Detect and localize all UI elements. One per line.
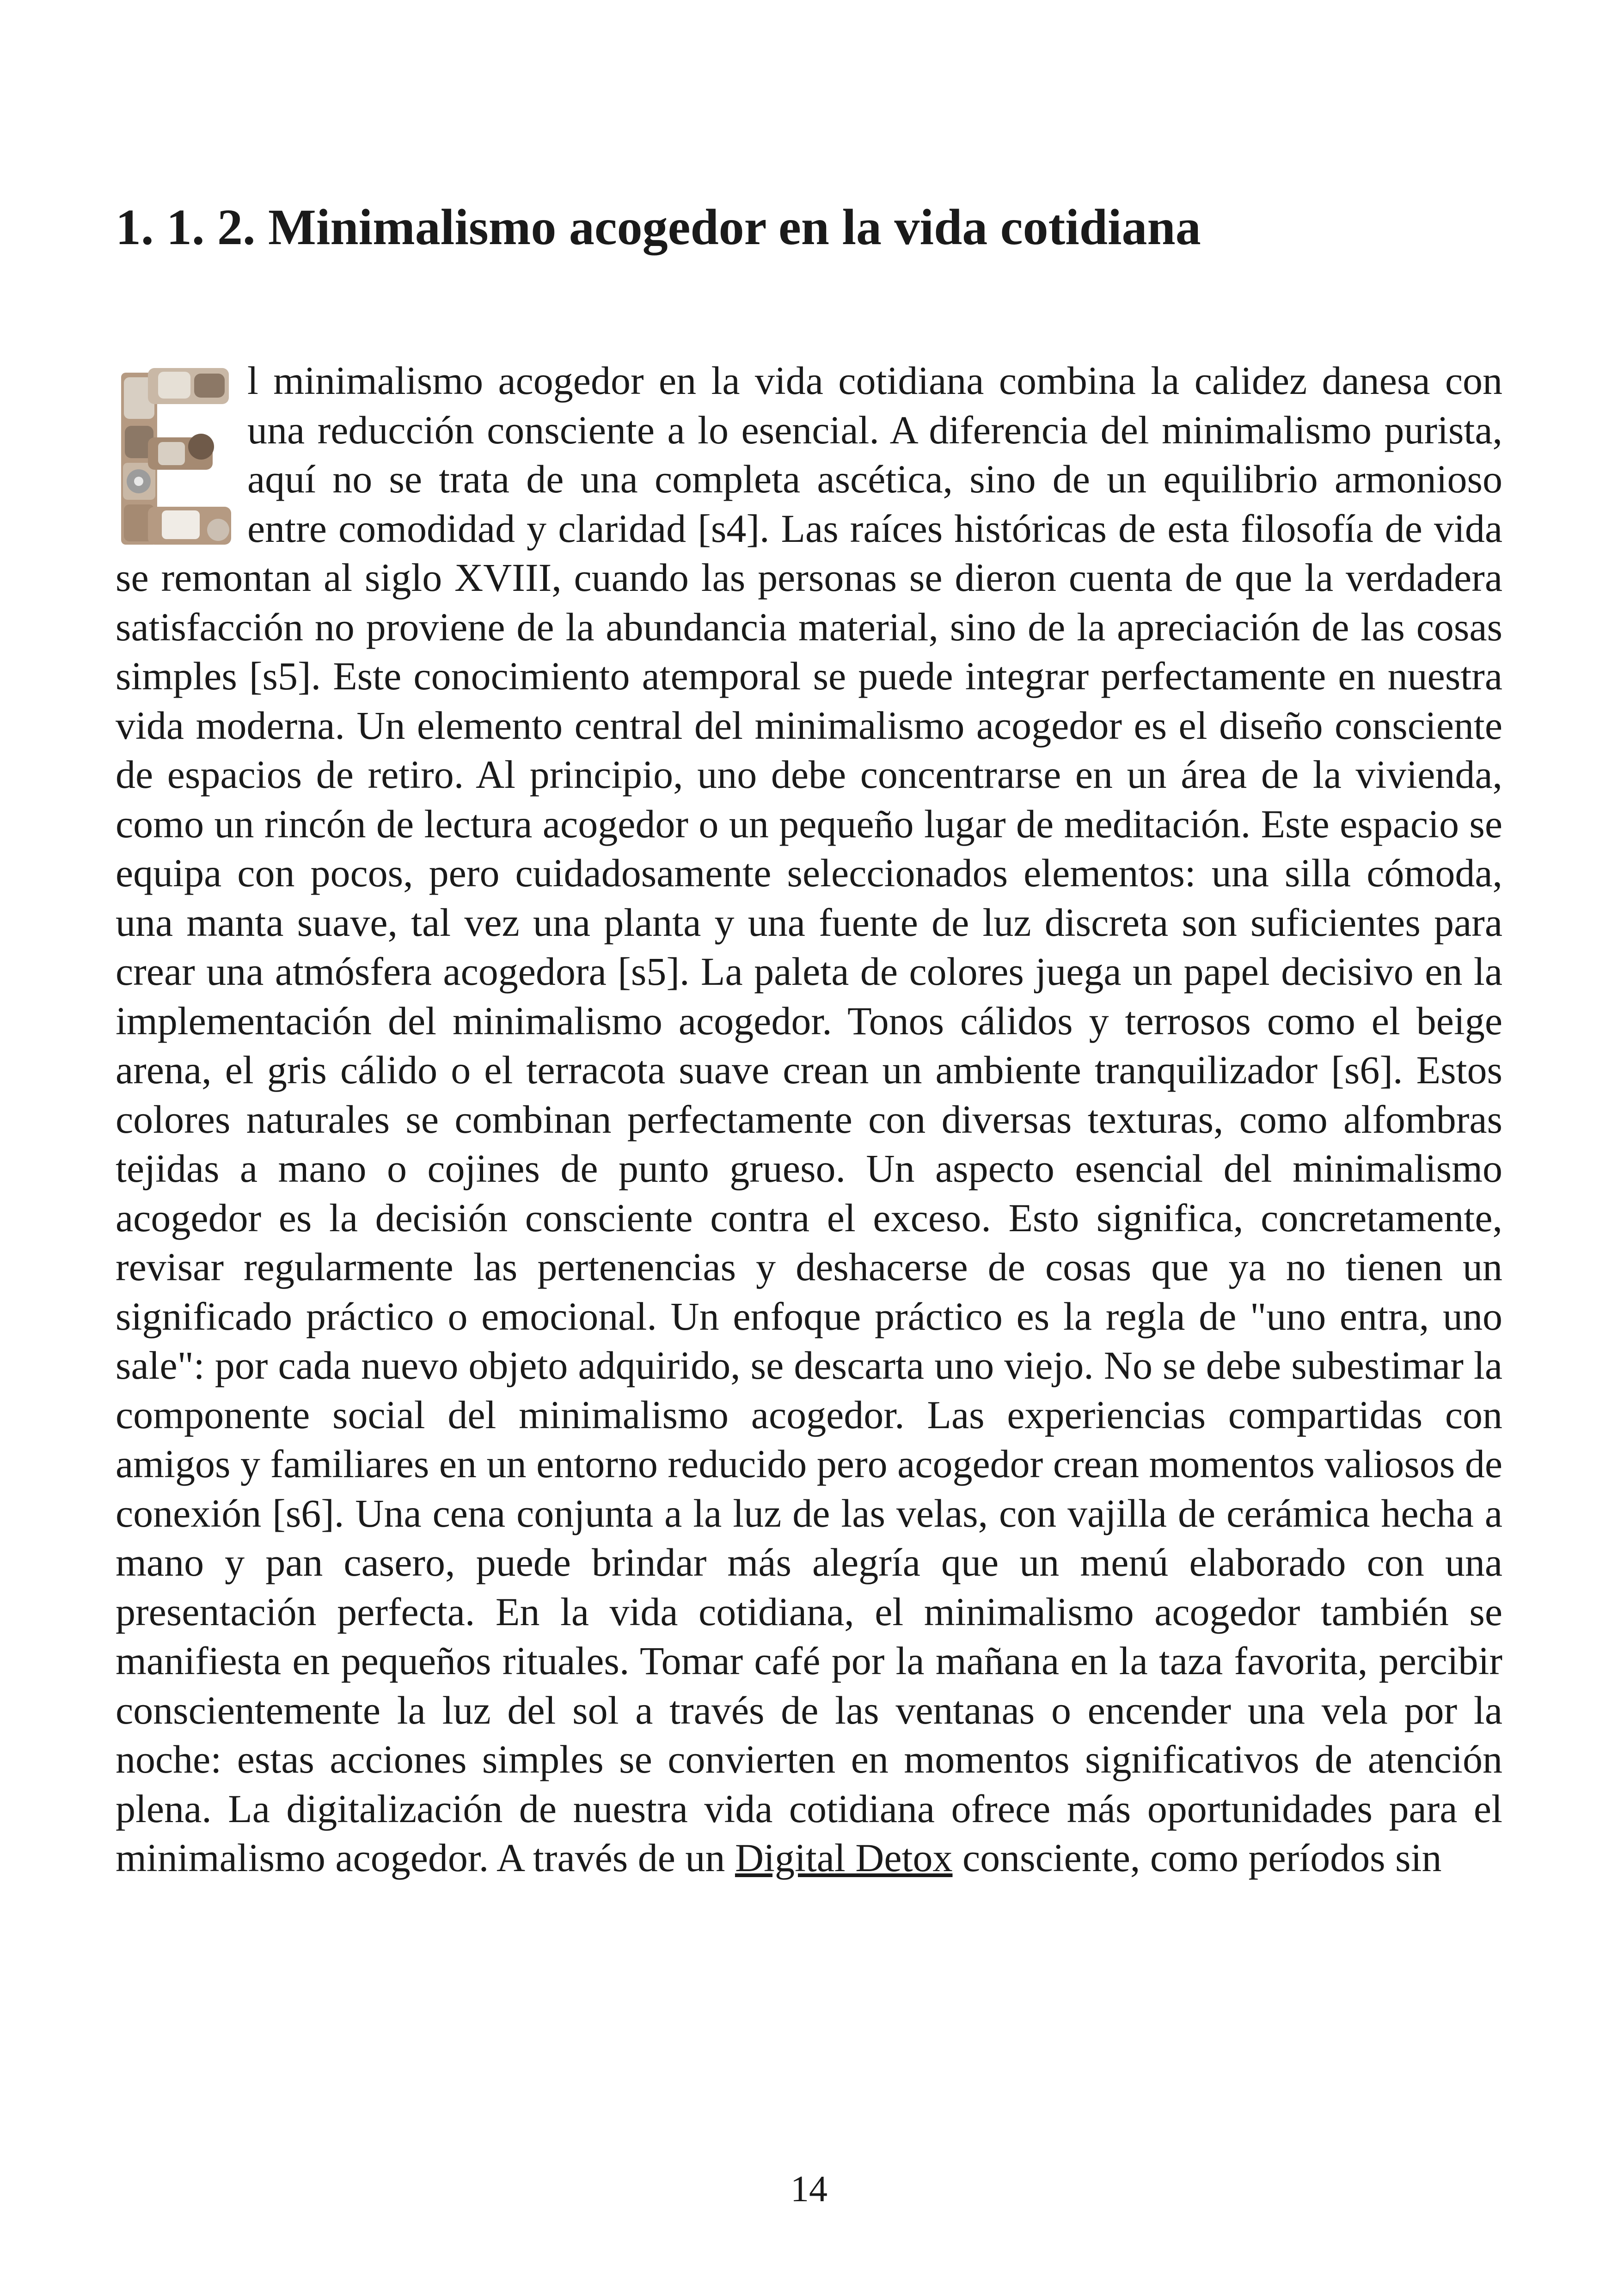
body-text-after-link: consciente, como períodos sin — [962, 1836, 1442, 1880]
body-text-before-link: l minimalismo acogedor en la vida cotidiana combina la calidez danesa con una reducción consciente a lo esencial. A diferencia del minimalismo purista, aquí no se trata de una completa ascética, sino de un equilibrio armonioso entre comodidad y claridad [s4]. Las raíces históricas de esta filosofía de vida se remontan al siglo XVIII, cuando las personas se dieron cuenta de que la verdadera satisfacción no proviene de la abundancia material, sino de la apreciación de las cosas simples [s5]. Este conocimiento atemporal se puede integrar perfectamente en nuestra vida moderna. Un elemento central del minimalismo acogedor es el diseño consciente de espacios de retiro. Al principio, uno debe concentrarse en un área de la vivienda, como un rincón de lectura acogedor o un pequeño lugar de meditación. Este espacio se equipa con pocos, pero cuidadosamente seleccionados elementos: una silla cómoda, una manta suave, tal vez una planta y una fuente de luz discreta son suficientes para crear una atmósfera acogedora [s5]. La paleta de colores juega un papel decisivo en la implementación del minimalismo acogedor. Tonos cálidos y terrosos como el beige arena, el gris cálido o el terracota suave crean un ambiente tranquilizador [s6]. Estos colores naturales se combinan perfectamente con diversas texturas, como alfombras tejidas a mano o cojines de punto grueso. Un aspecto esencial del minimalismo acogedor es la decisión consciente contra el exceso. Esto significa, concretamente, revisar regularmente las pertenencias y deshacerse de cosas que ya no tienen un significado práctico o emocional. Un enfoque práctico es la regla de "uno entra, uno sale": por cada nuevo objeto adquirido, se descarta uno viejo. No se debe subestimar la componente social del minimalismo acogedor. Las experiencias compartidas con amigos y familiares en un entorno reducido pero acogedor crean momentos valiosos de conexión [s6]. Una cena conjunta a la luz de las velas, con vajilla de cerámica hecha a mano y pan casero, puede brindar más alegría que un menú elaborado con una presentación perfecta. En la vida cotidiana, el minimalismo acogedor también se manifiesta en pequeños rituales. Tomar café por la mañana en la taza favorita, percibir conscientemente la luz del sol a través de las ventanas o encender una vela por la noche: estas acciones simples se convierten en momentos significativos de atención plena. La digitalización de nuestra vida cotidiana ofrece más oportunidades para el minimalismo acogedor. A través de un — [116, 358, 1502, 1880]
dropcap-letter-e-icon — [116, 363, 233, 548]
section-heading: 1. 1. 2. Minimalismo acogedor en la vida cotidiana — [116, 199, 1201, 255]
page-number: 14 — [791, 2169, 827, 2210]
body-paragraph — [116, 356, 1502, 1883]
digital-detox-link[interactable]: Digital Detox — [735, 1836, 953, 1880]
